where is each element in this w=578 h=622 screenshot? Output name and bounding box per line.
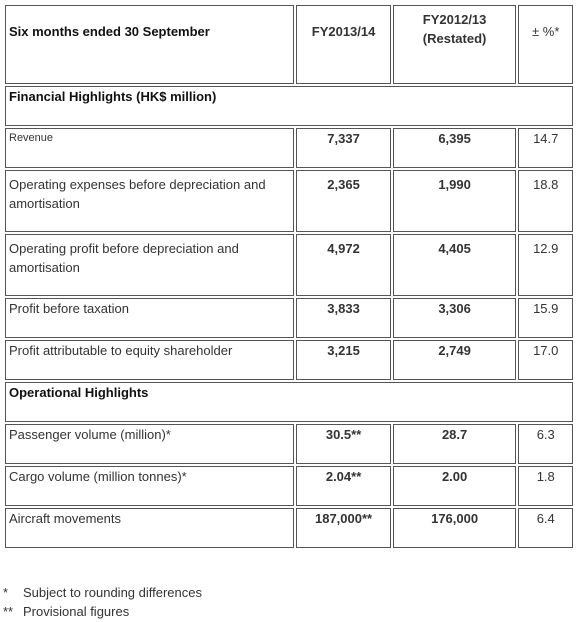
row-label: Profit attributable to equity shareholder (5, 340, 294, 380)
table-row (5, 170, 573, 232)
highlights-table (3, 3, 575, 550)
table-row (5, 234, 573, 296)
footnote-text: Provisional figures (23, 604, 130, 619)
row-fy2-value: 28.7 (393, 424, 517, 464)
row-label: Cargo volume (million tonnes)* (5, 466, 294, 506)
row-fy1-value: 187,000** (296, 508, 390, 548)
header-fy2013-14: FY2013/14 (296, 5, 390, 84)
row-fy2-value: 2,749 (393, 340, 517, 380)
row-fy2-value: 2.00 (393, 466, 517, 506)
header-fy2012-13 (393, 5, 517, 84)
row-label: Profit before taxation (5, 298, 294, 338)
row-fy2-value: 176,000 (393, 508, 517, 548)
row-change-pct: 1.8 (518, 466, 573, 506)
section-title: Operational Highlights (5, 382, 573, 422)
row-fy2-value: 3,306 (393, 298, 517, 338)
footnotes (3, 583, 202, 621)
header-change-pct: ± %* (518, 5, 573, 84)
section-financial-highlights (5, 86, 573, 126)
row-label: Revenue (5, 128, 294, 168)
header-fy2012-13-year: FY2012/13 (422, 12, 487, 27)
row-change-pct: 6.4 (518, 508, 573, 548)
row-fy1-value: 4,972 (296, 234, 390, 296)
section-operational-highlights (5, 382, 573, 422)
row-change-pct: 12.9 (518, 234, 573, 296)
footnote-mark: * (3, 585, 9, 600)
row-fy1-value: 30.5** (296, 424, 390, 464)
row-fy1-value: 2,365 (296, 170, 390, 232)
table-row (5, 424, 573, 464)
footnote-rounding (3, 583, 202, 602)
row-label: Operating profit before depreciation and amortisation (5, 234, 294, 296)
table-row (5, 340, 573, 380)
header-fy2012-13-restated: (Restated) (422, 31, 487, 46)
table-row (5, 466, 573, 506)
row-label: Operating expenses before depreciation and amortisation (5, 170, 294, 232)
table-row (5, 128, 573, 168)
footnote-text: Subject to rounding differences (23, 585, 202, 600)
section-title: Financial Highlights (HK$ million) (5, 86, 573, 126)
row-fy1-value: 7,337 (296, 128, 390, 168)
row-change-pct: 15.9 (518, 298, 573, 338)
table-header-row (5, 5, 573, 84)
row-change-pct: 14.7 (518, 128, 573, 168)
row-fy1-value: 3,833 (296, 298, 390, 338)
row-fy2-value: 4,405 (393, 234, 517, 296)
footnote-mark: ** (3, 604, 14, 619)
row-fy1-value: 3,215 (296, 340, 390, 380)
row-fy2-value: 6,395 (393, 128, 517, 168)
row-change-pct: 18.8 (518, 170, 573, 232)
row-label: Aircraft movements (5, 508, 294, 548)
header-period-label: Six months ended 30 September (5, 5, 294, 84)
footnote-provisional (3, 602, 202, 621)
row-change-pct: 17.0 (518, 340, 573, 380)
row-change-pct: 6.3 (518, 424, 573, 464)
table-row (5, 298, 573, 338)
row-label: Passenger volume (million)* (5, 424, 294, 464)
table-row (5, 508, 573, 548)
row-fy1-value: 2.04** (296, 466, 390, 506)
row-fy2-value: 1,990 (393, 170, 517, 232)
